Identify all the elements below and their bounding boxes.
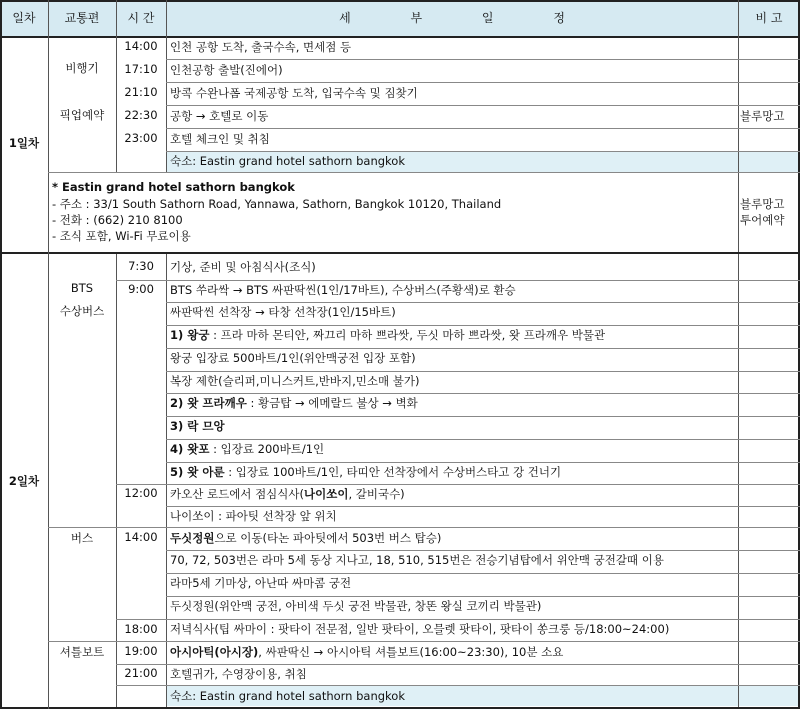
day1-note: 블루망고: [740, 109, 785, 123]
grid-hline: [116, 484, 166, 485]
hotel-address: - 주소 : 33/1 South Sathorn Road, Yannawa, Sathorn, Bangkok 10120, Thailand: [52, 197, 502, 211]
grid-vline: [738, 254, 739, 707]
grid-hline: [166, 596, 800, 597]
day2-lodging-note-bg: [739, 686, 800, 706]
day1-time: 14:00: [124, 39, 158, 53]
hotel-phone: - 전화 : (662) 210 8100: [52, 213, 183, 227]
hotel-note: 블루망고: [740, 197, 785, 211]
day1-label: 1일차: [8, 136, 40, 150]
place-detail: : 입장료 100바트/1인, 타띠안 선착장에서 수상버스타고 강 건너기: [224, 465, 562, 479]
day2-time: 14:00: [124, 530, 158, 544]
grid-vline: [0, 0, 2, 709]
grid-vline: [116, 36, 117, 172]
grid-hline: [0, 36, 800, 38]
day2-time: 21:00: [124, 666, 158, 680]
day2-item: 라마5세 기마상, 아난따 싸마콤 궁전: [170, 576, 352, 590]
grid-hline: [116, 685, 166, 686]
hotel-note: 투어예약: [740, 213, 785, 227]
grid-hline: [166, 371, 800, 372]
place-detail: : 입장료 200바트/1인: [209, 442, 325, 456]
day2-time: 19:00: [124, 644, 158, 658]
header-time: 시 간: [116, 0, 166, 36]
header-day: 일차: [0, 0, 48, 36]
day2-item: [170, 486, 736, 506]
grid-vline: [116, 0, 117, 36]
grid-hline: [48, 172, 800, 173]
day2-item: 저녁식사(팁 싸마이 : 팟타이 전문점, 일반 팟타이, 오믈렛 팟타이, 팟타이 쏭크룽 등/18:00~24:00): [170, 622, 670, 636]
day2-item: [170, 395, 736, 415]
grid-hline: [166, 348, 800, 349]
grid-vline: [48, 0, 49, 709]
day1-time: 22:30: [124, 108, 158, 122]
day1-time: 23:00: [124, 131, 158, 145]
grid-hline: [166, 393, 800, 394]
place-detail: , 싸판딱신 → 아시아틱 셔틀보트(16:00~23:30), 10분 소요: [258, 645, 564, 659]
day2-time: 7:30: [128, 259, 154, 273]
day2-transport-bus: 버스: [70, 531, 94, 545]
day2-item: 호텔귀가, 수영장이용, 취침: [170, 667, 307, 681]
day2-item: BTS 쑤라싹 → BTS 싸판딱씬(1인/17바트), 수상버스(주황색)로 환승: [170, 283, 516, 297]
grid-hline: [166, 506, 800, 507]
grid-hline: [116, 527, 166, 528]
day2-item: 나이쏘이 : 파아팃 선착장 앞 위치: [170, 509, 337, 523]
grid-hline: [116, 619, 166, 620]
day2-item: [170, 441, 736, 461]
place-name: 1) 왕궁: [170, 328, 210, 342]
day1-time: 17:10: [124, 62, 158, 76]
day2-time: 12:00: [124, 486, 158, 500]
grid-hline: [116, 664, 166, 665]
lunch-text: 카오산 로드에서 점심식사(: [170, 487, 304, 501]
place-name: 두싯정원: [170, 531, 215, 545]
grid-hline: [166, 619, 800, 620]
day1-item: 인천 공항 도착, 출국수속, 면세점 등: [170, 40, 352, 54]
day1-transport-plane: 비행기: [65, 61, 99, 75]
grid-hline: [166, 105, 800, 106]
grid-hline: [166, 439, 800, 440]
day2-transport-waterbus: 수상버스: [59, 304, 105, 318]
grid-hline: [166, 82, 800, 83]
place-detail: 으로 이동(타논 파아팃에서 503번 버스 탑승): [214, 531, 442, 545]
day2-item: 3) 락 므앙: [170, 419, 225, 433]
grid-hline: [116, 641, 166, 642]
day1-transport-pickup: 픽업예약: [59, 108, 105, 122]
grid-hline: [166, 462, 800, 463]
grid-hline: [166, 416, 800, 417]
day1-lodging: 숙소: Eastin grand hotel sathorn bangkok: [167, 151, 738, 172]
place-detail: : 프라 마하 몬티안, 짜끄리 마하 쁘라쌋, 두싯 마하 쁘라쌋, 왓 프라깨우 박물관: [209, 328, 606, 342]
grid-vline: [738, 0, 739, 36]
hotel-breakfast: - 조식 포함, Wi-Fi 무료이용: [52, 229, 191, 243]
header-detail: 세 부 일 정: [166, 0, 738, 36]
grid-hline: [166, 484, 800, 485]
place-name: 아시아틱(아시장): [170, 645, 259, 659]
grid-hline: [166, 573, 800, 574]
day2-transport-shuttle: 셔틀보트: [59, 645, 105, 659]
grid-hline: [166, 59, 800, 60]
header-transport: 교통편: [48, 0, 116, 36]
day2-item: [170, 327, 736, 347]
day2-item: 복장 제한(슬리퍼,미니스커트,반바지,민소매 불가): [170, 374, 420, 388]
day2-time: 18:00: [124, 622, 158, 636]
day2-item: 70, 72, 503번은 라마 5세 동상 지나고, 18, 510, 515번은 전승기념탑에서 위안맥 궁전갈때 이용: [170, 553, 664, 567]
grid-hline: [0, 0, 800, 2]
place-name: 5) 왓 아룬: [170, 465, 225, 479]
day2-item: 싸판딱씬 선착장 → 타창 선착장(1인/15바트): [170, 305, 396, 319]
day1-item: 인천공항 출발(진에어): [170, 63, 283, 77]
grid-vline: [166, 254, 167, 707]
grid-vline: [738, 36, 739, 252]
day2-item: [170, 530, 736, 550]
place-name: 4) 왓포: [170, 442, 210, 456]
day2-time: 9:00: [128, 282, 154, 296]
restaurant-name: 나이쏘이: [304, 487, 349, 501]
hotel-title: * Eastin grand hotel sathorn bangkok: [52, 180, 295, 194]
day1-item: 호텔 체크인 및 취침: [170, 132, 270, 146]
grid-hline: [166, 550, 800, 551]
grid-hline: [166, 325, 800, 326]
grid-hline: [116, 280, 166, 281]
day1-item: 공항 → 호텔로 이동: [170, 109, 269, 123]
grid-hline: [166, 302, 800, 303]
grid-hline: [166, 280, 800, 281]
grid-vline: [116, 254, 117, 707]
day1-lodging-note-bg: [739, 151, 800, 172]
day2-item: 기상, 준비 및 아침식사(조식): [170, 260, 316, 274]
grid-hline: [166, 151, 800, 152]
grid-vline: [166, 0, 167, 36]
day2-label: 2일차: [8, 474, 40, 488]
grid-hline: [166, 527, 800, 528]
day2-item: [170, 644, 736, 664]
grid-hline: [0, 252, 800, 254]
grid-hline: [166, 641, 800, 642]
grid-hline: [166, 685, 800, 686]
day1-time: 21:10: [124, 85, 158, 99]
day2-item: 왕궁 입장료 500바트/1인(위안맥궁전 입장 포함): [170, 351, 416, 365]
header-note: 비 고: [738, 0, 800, 36]
day2-item: [170, 464, 736, 484]
day2-item: 두싯정원(위안맥 궁전, 아비색 두싯 궁전 박물관, 창똔 왕실 코끼리 박물관): [170, 599, 542, 613]
day2-lodging: 숙소: Eastin grand hotel sathorn bangkok: [167, 686, 738, 706]
day2-transport-bts: BTS: [70, 281, 94, 295]
place-name: 2) 왓 프라깨우: [170, 396, 247, 410]
grid-hline: [166, 128, 800, 129]
grid-hline: [166, 664, 800, 665]
lunch-text-end: , 갈비국수): [348, 487, 405, 501]
place-detail: : 황금탑 → 에메랄드 불상 → 벽화: [246, 396, 418, 410]
day1-item: 방콕 수완나폼 국제공항 도착, 입국수속 및 짐찾기: [170, 86, 418, 100]
